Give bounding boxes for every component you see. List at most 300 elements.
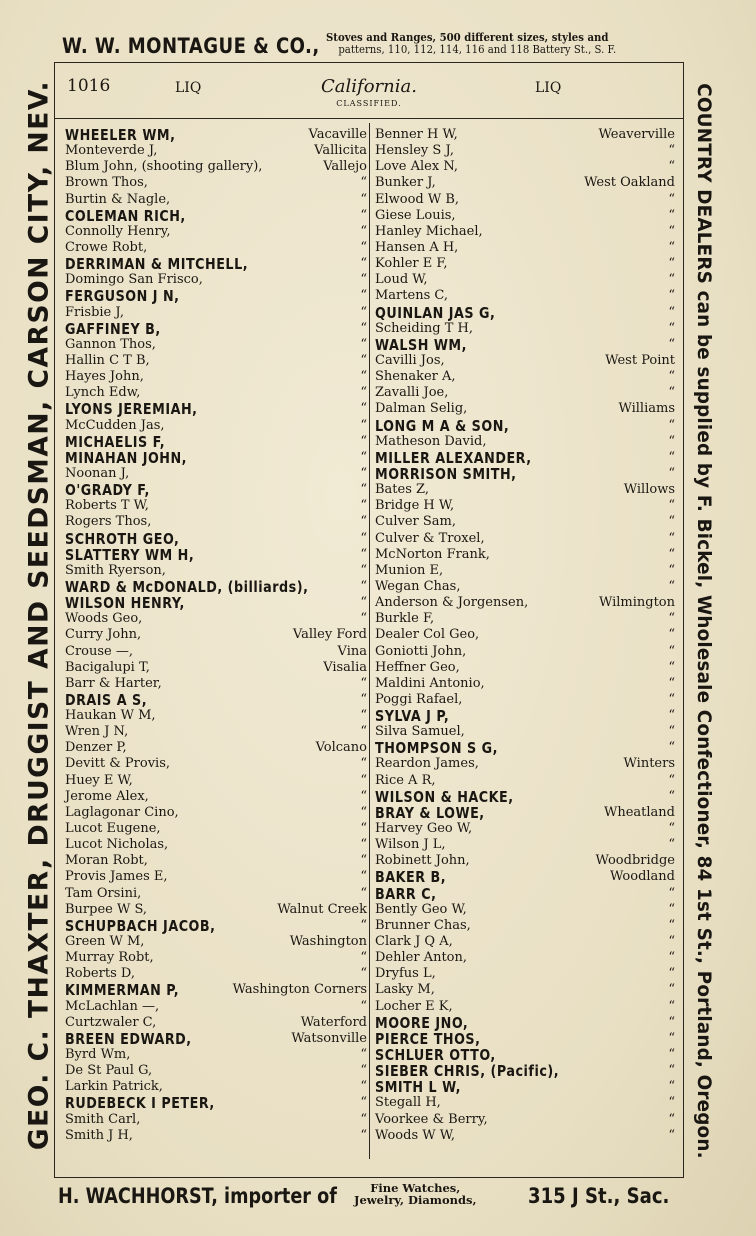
listing-name: Hansen A H, xyxy=(375,239,459,255)
listing-entry xyxy=(375,272,675,288)
listing-town: “ xyxy=(360,950,367,966)
listing-town: “ xyxy=(668,901,675,917)
listing-name: Brunner Chas, xyxy=(375,917,471,933)
listing-entry xyxy=(65,482,367,498)
listing-name: Rogers Thos, xyxy=(65,514,152,530)
listing-town: Volcano xyxy=(315,740,367,756)
bottom-ad-goods-line-1: Fine Watches, xyxy=(370,1181,461,1195)
listing-name: Hallin C T B, xyxy=(65,352,150,368)
listing-entry xyxy=(375,805,675,821)
listing-entry xyxy=(65,902,367,918)
listing-name: Burpee W S, xyxy=(65,901,148,917)
listing-town: “ xyxy=(360,1111,367,1127)
listing-entry xyxy=(375,660,675,676)
listing-entry xyxy=(375,918,675,934)
listing-town: “ xyxy=(668,578,675,594)
bottom-ad-goods-line-2: Jewelry, Diamonds, xyxy=(354,1193,477,1207)
listing-entry xyxy=(375,1079,675,1095)
listing-town: Washington Corners xyxy=(232,982,367,998)
listing-town: “ xyxy=(360,917,367,933)
listing-entry xyxy=(65,595,367,611)
listing-entry xyxy=(375,1112,675,1128)
listing-entry xyxy=(65,918,367,934)
listing-town: West Oakland xyxy=(584,175,675,191)
listing-entry xyxy=(375,982,675,998)
listing-town: Woodland xyxy=(609,869,675,885)
listing-entry xyxy=(65,401,367,417)
listing-entry xyxy=(65,256,367,272)
listing-entry xyxy=(375,853,675,869)
listing-entry xyxy=(65,369,367,385)
listing-town: “ xyxy=(668,788,675,804)
listing-town: “ xyxy=(668,966,675,982)
listing-name: Cavilli Jos, xyxy=(375,352,445,368)
listing-entry xyxy=(65,385,367,401)
listing-entry xyxy=(65,789,367,805)
listing-name: Burtin & Nagle, xyxy=(65,191,171,207)
listing-town: “ xyxy=(668,546,675,562)
listing-entry xyxy=(65,966,367,982)
listing-town: “ xyxy=(360,465,367,481)
listing-entry xyxy=(375,127,675,143)
listing-name: Lucot Eugene, xyxy=(65,821,161,837)
listing-name: COLEMAN RICH, xyxy=(65,206,186,225)
listing-name: Matheson David, xyxy=(375,433,487,449)
listing-name: KIMMERMAN P, xyxy=(65,981,180,1000)
listing-town: “ xyxy=(360,175,367,191)
listing-town: “ xyxy=(360,482,367,498)
listing-town: “ xyxy=(668,159,675,175)
listing-name: Crouse —, xyxy=(65,643,133,659)
listing-town: “ xyxy=(668,885,675,901)
listing-entry xyxy=(65,240,367,256)
listing-entry xyxy=(65,531,367,547)
page-header xyxy=(55,63,683,117)
listing-town: “ xyxy=(360,804,367,820)
listing-entry xyxy=(65,999,367,1015)
bottom-ad-goods xyxy=(354,1182,477,1206)
listing-name: Brown Thos, xyxy=(65,175,148,191)
listing-town: “ xyxy=(668,239,675,255)
listing-entry xyxy=(65,611,367,627)
listing-entry xyxy=(375,595,675,611)
listing-town: “ xyxy=(668,1047,675,1063)
listing-entry xyxy=(65,434,367,450)
listing-name: MICHAELIS F, xyxy=(65,432,166,451)
listing-name: Bates Z, xyxy=(375,482,429,498)
listing-name: Noonan J, xyxy=(65,465,130,481)
listing-town: “ xyxy=(668,530,675,546)
listing-name: WILSON HENRY, xyxy=(65,594,185,613)
listing-town: “ xyxy=(668,223,675,239)
listing-entry xyxy=(65,853,367,869)
listing-entry xyxy=(375,724,675,740)
listing-town: Woodbridge xyxy=(595,853,675,869)
listing-town: “ xyxy=(668,821,675,837)
listing-entry xyxy=(65,1063,367,1079)
listing-town: “ xyxy=(360,191,367,207)
listing-name: Curtzwaler C, xyxy=(65,1014,157,1030)
listing-entry xyxy=(375,837,675,853)
right-column xyxy=(375,127,675,1144)
listing-name: Tam Orsini, xyxy=(65,885,142,901)
listing-town: Wheatland xyxy=(603,804,675,820)
listing-name: Dryfus L, xyxy=(375,966,436,982)
listing-town: “ xyxy=(360,578,367,594)
listing-town: Washington xyxy=(289,934,367,950)
listing-town: Valley Ford xyxy=(292,627,367,643)
listing-town: “ xyxy=(360,772,367,788)
listing-entry xyxy=(375,450,675,466)
listing-entry xyxy=(375,902,675,918)
listing-name: WILSON & HACKE, xyxy=(375,787,514,806)
listing-name: Smith Ryerson, xyxy=(65,562,166,578)
listing-name: WARD & McDONALD, (billiards), xyxy=(65,577,309,596)
listing-name: O'GRADY F, xyxy=(65,481,150,500)
listing-entry xyxy=(65,1047,367,1063)
listing-town: “ xyxy=(668,982,675,998)
listing-entry xyxy=(65,418,367,434)
listing-town: “ xyxy=(668,320,675,336)
listing-name: RUDEBECK I PETER, xyxy=(65,1094,215,1113)
listing-name: Heffner Geo, xyxy=(375,659,460,675)
listing-town: “ xyxy=(360,369,367,385)
listing-town: “ xyxy=(668,691,675,707)
listing-name: Bridge H W, xyxy=(375,498,455,514)
listing-name: Stegall H, xyxy=(375,1095,441,1111)
listing-town: “ xyxy=(668,611,675,627)
listing-entry xyxy=(375,175,675,191)
listing-town: “ xyxy=(668,272,675,288)
listing-name: Hensley S J, xyxy=(375,143,455,159)
listing-town: “ xyxy=(668,643,675,659)
listing-name: SCHUPBACH JACOB, xyxy=(65,916,216,935)
listing-name: Smith J H, xyxy=(65,1127,133,1143)
listing-name: Bently Geo W, xyxy=(375,901,467,917)
listing-town: Winters xyxy=(623,756,675,772)
listing-entry xyxy=(375,466,675,482)
listing-entry xyxy=(375,498,675,514)
listing-name: McLachlan —, xyxy=(65,998,160,1014)
listing-entry xyxy=(375,337,675,353)
listing-town: “ xyxy=(360,336,367,352)
listing-name: Domingo San Frisco, xyxy=(65,272,203,288)
listing-town: “ xyxy=(668,998,675,1014)
listing-town: “ xyxy=(668,498,675,514)
listing-entry xyxy=(375,789,675,805)
listing-town: “ xyxy=(668,256,675,272)
listing-name: Culver Sam, xyxy=(375,514,456,530)
listing-entry xyxy=(65,644,367,660)
page-title: California. xyxy=(321,76,417,97)
listing-name: Green W M, xyxy=(65,934,145,950)
listing-town: Vina xyxy=(337,643,367,659)
listing-entry xyxy=(65,272,367,288)
listing-town: “ xyxy=(360,724,367,740)
listing-entry xyxy=(375,579,675,595)
listing-name: McCudden Jas, xyxy=(65,417,165,433)
listing-town: “ xyxy=(668,1014,675,1030)
listing-town: “ xyxy=(668,708,675,724)
column-divider xyxy=(369,123,370,1159)
listing-entry xyxy=(65,837,367,853)
listing-name: WHEELER WM, xyxy=(65,126,176,144)
listing-name: Bunker J, xyxy=(375,175,436,191)
listing-name: FERGUSON J N, xyxy=(65,287,180,306)
listing-name: Wren J N, xyxy=(65,724,129,740)
listing-entry xyxy=(375,159,675,175)
listing-entry xyxy=(65,208,367,224)
listing-name: PIERCE THOS, xyxy=(375,1029,481,1048)
listing-name: SIEBER CHRIS, (Pacific), xyxy=(375,1062,560,1081)
listing-town: “ xyxy=(360,272,367,288)
listing-name: McNorton Frank, xyxy=(375,546,490,562)
listing-name: Shenaker A, xyxy=(375,369,456,385)
listing-name: Huey E W, xyxy=(65,772,133,788)
listing-name: Larkin Patrick, xyxy=(65,1079,163,1095)
listing-town: “ xyxy=(360,691,367,707)
listing-entry xyxy=(65,224,367,240)
listing-town: Vallejo xyxy=(323,159,367,175)
listing-name: Frisbie J, xyxy=(65,304,124,320)
listing-entry xyxy=(65,724,367,740)
listing-town: “ xyxy=(360,756,367,772)
listing-name: Voorkee & Berry, xyxy=(375,1111,488,1127)
listing-entry xyxy=(65,466,367,482)
listing-name: Woods Geo, xyxy=(65,611,143,627)
listing-entry xyxy=(65,886,367,902)
listing-name: Poggi Rafael, xyxy=(375,691,463,707)
listing-town: “ xyxy=(360,853,367,869)
listing-town: Vallicita xyxy=(314,143,367,159)
listing-town: “ xyxy=(360,239,367,255)
listing-name: Connolly Henry, xyxy=(65,223,171,239)
listing-name: GAFFINEY B, xyxy=(65,319,161,338)
listing-town: Weaverville xyxy=(598,127,675,142)
listing-entry xyxy=(65,1031,367,1047)
listing-town: “ xyxy=(668,917,675,933)
listing-name: Devitt & Provis, xyxy=(65,756,170,772)
listing-entry xyxy=(375,434,675,450)
listing-name: Locher E K, xyxy=(375,998,453,1014)
directory-frame xyxy=(54,62,684,1178)
listing-name: Wilson J L, xyxy=(375,837,446,853)
listing-entry xyxy=(375,401,675,417)
listing-entry xyxy=(375,773,675,789)
listing-town: “ xyxy=(668,449,675,465)
listing-town: “ xyxy=(668,659,675,675)
listing-name: LYONS JEREMIAH, xyxy=(65,400,198,419)
bottom-ad-firm: H. WACHHORST, importer of xyxy=(58,1184,337,1208)
listing-town: “ xyxy=(668,934,675,950)
listing-town: “ xyxy=(668,304,675,320)
bottom-ad-address: 315 J St., Sac. xyxy=(528,1184,670,1208)
listing-town: “ xyxy=(668,1111,675,1127)
listing-name: Love Alex N, xyxy=(375,159,459,175)
listing-name: BARR C, xyxy=(375,884,437,903)
left-section-code: LIQ xyxy=(175,80,202,96)
listing-name: Jerome Alex, xyxy=(65,788,149,804)
listing-name: Dalman Selig, xyxy=(375,401,468,417)
listing-town: Wilmington xyxy=(598,595,675,611)
listing-town: “ xyxy=(668,772,675,788)
listing-entry xyxy=(375,192,675,208)
listing-name: Blum John, (shooting gallery), xyxy=(65,159,263,175)
listing-entry xyxy=(65,805,367,821)
listing-name: Lucot Nicholas, xyxy=(65,837,169,853)
listing-town: “ xyxy=(668,740,675,756)
listing-name: Kohler E F, xyxy=(375,256,448,272)
listing-name: Culver & Troxel, xyxy=(375,530,485,546)
listing-town: “ xyxy=(360,788,367,804)
listing-entry xyxy=(375,999,675,1015)
listing-entry xyxy=(65,563,367,579)
listing-name: Woods W W, xyxy=(375,1127,455,1143)
listing-entry xyxy=(65,773,367,789)
listing-entry xyxy=(375,1047,675,1063)
listing-entry xyxy=(375,385,675,401)
listing-entry xyxy=(65,498,367,514)
listing-name: Burkle F, xyxy=(375,611,435,627)
listing-name: Crowe Robt, xyxy=(65,239,148,255)
page-number: 1016 xyxy=(67,76,111,96)
listing-entry xyxy=(65,982,367,998)
listing-entry xyxy=(65,676,367,692)
listing-town: “ xyxy=(360,611,367,627)
listing-entry xyxy=(375,740,675,756)
listing-town: “ xyxy=(360,223,367,239)
listing-town: “ xyxy=(360,449,367,465)
listing-town: “ xyxy=(360,1063,367,1079)
listing-entry xyxy=(375,240,675,256)
listing-entry xyxy=(65,692,367,708)
listing-name: Loud W, xyxy=(375,272,428,288)
listing-name: DRAIS A S, xyxy=(65,690,148,709)
listing-name: MORRISON SMITH, xyxy=(375,464,517,483)
listing-name: De St Paul G, xyxy=(65,1063,153,1079)
listing-name: BREEN EDWARD, xyxy=(65,1029,192,1048)
listing-name: MILLER ALEXANDER, xyxy=(375,448,532,467)
listing-entry xyxy=(375,611,675,627)
listing-name: Barr & Harter, xyxy=(65,675,162,691)
listing-entry xyxy=(375,563,675,579)
listing-entry xyxy=(375,821,675,837)
listing-entry xyxy=(375,321,675,337)
listing-entry xyxy=(65,1015,367,1031)
listing-name: Murray Robt, xyxy=(65,950,154,966)
listing-entry xyxy=(65,353,367,369)
listing-entry xyxy=(375,934,675,950)
listing-name: Martens C, xyxy=(375,288,448,304)
listing-name: Scheiding T H, xyxy=(375,320,473,336)
listing-town: “ xyxy=(360,675,367,691)
listing-entry xyxy=(375,531,675,547)
listing-entry xyxy=(375,482,675,498)
listing-town: “ xyxy=(360,401,367,417)
listing-town: “ xyxy=(668,627,675,643)
listing-name: Benner H W, xyxy=(375,127,458,142)
listing-name: Munion E, xyxy=(375,562,444,578)
listing-entry xyxy=(375,886,675,902)
listing-name: BAKER B, xyxy=(375,868,447,887)
listing-entry xyxy=(375,418,675,434)
listing-name: Maldini Antonio, xyxy=(375,675,485,691)
listing-town: “ xyxy=(360,562,367,578)
listing-town: “ xyxy=(360,708,367,724)
listing-town: “ xyxy=(668,837,675,853)
listing-name: LONG M A & SON, xyxy=(375,416,510,435)
listing-town: “ xyxy=(360,546,367,562)
listing-entry xyxy=(375,369,675,385)
listing-name: Hayes John, xyxy=(65,369,144,385)
listing-town: “ xyxy=(668,1095,675,1111)
listing-name: Wegan Chas, xyxy=(375,578,461,594)
listing-town: “ xyxy=(668,1127,675,1143)
listing-entry xyxy=(65,708,367,724)
listing-name: Robinett John, xyxy=(375,853,470,869)
listing-town: “ xyxy=(668,288,675,304)
listing-entry xyxy=(375,627,675,643)
listing-entry xyxy=(65,175,367,191)
listing-entry xyxy=(375,208,675,224)
listing-entry xyxy=(375,1031,675,1047)
listing-entry xyxy=(65,1095,367,1111)
listing-town: “ xyxy=(360,385,367,401)
listing-town: “ xyxy=(668,562,675,578)
listing-town: “ xyxy=(668,950,675,966)
listing-name: Harvey Geo W, xyxy=(375,821,473,837)
listing-town: “ xyxy=(360,595,367,611)
listing-entry xyxy=(375,966,675,982)
listing-entry xyxy=(65,821,367,837)
listing-town: “ xyxy=(668,675,675,691)
listing-town: “ xyxy=(668,143,675,159)
listing-town: “ xyxy=(668,724,675,740)
listing-entry xyxy=(65,579,367,595)
listing-name: Dehler Anton, xyxy=(375,950,468,966)
listing-entry xyxy=(375,353,675,369)
listing-town: “ xyxy=(668,1079,675,1095)
listing-name: Denzer P, xyxy=(65,740,127,756)
listing-town: “ xyxy=(360,417,367,433)
listing-town: “ xyxy=(668,417,675,433)
bottom-advertisement xyxy=(58,1180,698,1220)
listing-name: Anderson & Jorgensen, xyxy=(375,595,529,611)
listing-town: “ xyxy=(360,1095,367,1111)
listing-entry xyxy=(375,547,675,563)
listing-town: “ xyxy=(360,869,367,885)
listing-town: “ xyxy=(360,821,367,837)
listing-entry xyxy=(65,1112,367,1128)
listing-name: Rice A R, xyxy=(375,772,436,788)
listing-town: West Point xyxy=(605,352,675,368)
listing-name: Elwood W B, xyxy=(375,191,460,207)
top-ad-line-1: Stoves and Ranges, 500 different sizes, styles and xyxy=(326,30,609,44)
listing-entry xyxy=(375,644,675,660)
listing-entry xyxy=(65,288,367,304)
listing-entry xyxy=(375,224,675,240)
listing-name: Curry John, xyxy=(65,627,142,643)
listing-entry xyxy=(375,692,675,708)
listing-entry xyxy=(375,1015,675,1031)
listing-entry xyxy=(65,450,367,466)
listing-name: Clark J Q A, xyxy=(375,934,453,950)
listing-name: MINAHAN JOHN, xyxy=(65,448,188,467)
listing-entry xyxy=(375,1128,675,1144)
listing-town: Waterford xyxy=(300,1014,367,1030)
listing-town: “ xyxy=(360,207,367,223)
listing-entry xyxy=(375,256,675,272)
